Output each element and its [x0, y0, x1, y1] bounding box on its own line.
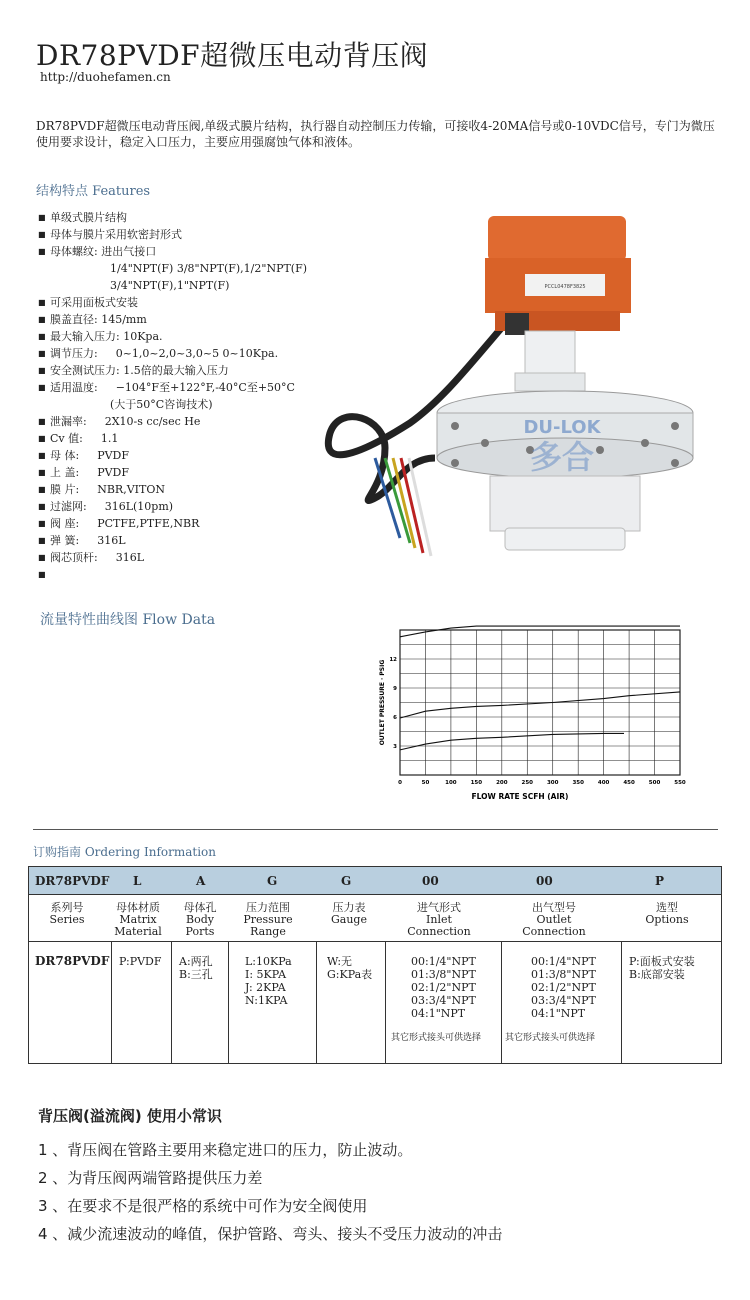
tips-section: [38, 1105, 502, 1248]
feature-item: ■ 阀芯顶杆: 316L: [38, 551, 145, 564]
x-tick-label: 400: [597, 780, 610, 786]
outlet-note: 其它形式接头可供选择: [505, 1033, 596, 1043]
code-ports: A: [196, 874, 206, 888]
list-value: A:两孔: [179, 955, 213, 968]
list-value: L:10KPa: [245, 955, 292, 968]
label-material: 母体材质 Matrix Material: [114, 901, 162, 938]
feature-item: (大于50°C咨询技术): [110, 398, 213, 411]
label-outlet: 出气型号 Outlet Connection: [522, 901, 586, 938]
code-pressure: G: [267, 874, 278, 888]
label-series: 系列号 Series: [49, 901, 85, 926]
list-value: B:底部安装: [629, 968, 685, 981]
features-list: [38, 209, 338, 583]
list-value: 03:3/4"NPT: [411, 994, 476, 1007]
feature-item: ■ 适用温度: −104°F至+122°F,-40°C至+50°C: [38, 381, 295, 394]
intro-paragraph: DR78PVDF超微压电动背压阀,单级式膜片结构，执行器自动控制压力传输，可接收4-20MA信号或0-10VDC信号，专门为微压使用要求设计，稳定入口压力，主要应用强腐蚀气体和液体。: [36, 119, 715, 149]
x-tick-label: 450: [623, 780, 635, 786]
ordering-heading: 订购指南 Ordering Information: [33, 845, 216, 859]
x-axis-label: FLOW RATE SCFH (AIR): [471, 792, 569, 800]
flow-heading: 流量特性曲线图 Flow Data: [40, 612, 216, 628]
code-inlet: 00: [422, 874, 439, 888]
list-value: 00:1/4"NPT: [531, 955, 596, 968]
tips-title: 背压阀(溢流阀) 使用小常识: [38, 1107, 222, 1125]
x-tick-label: 50: [421, 780, 430, 786]
x-tick-label: 0: [398, 780, 402, 786]
feature-item: ■ 阀 座: PCTFE,PTFE,NBR: [38, 517, 200, 530]
list-value: 00:1/4"NPT: [411, 955, 476, 968]
list-value: P:面板式安装: [629, 955, 695, 968]
list-value: 02:1/2"NPT: [411, 981, 476, 994]
list-value: 03:3/4"NPT: [531, 994, 596, 1007]
data-outlet: [531, 955, 596, 1020]
logo-chinese: 多合: [529, 438, 595, 476]
list-value: G:KPa表: [327, 968, 373, 981]
code-gauge: G: [341, 874, 352, 888]
list-value: W:无: [327, 955, 353, 968]
feature-item: ■ 弹 簧: 316L: [38, 534, 126, 547]
features-heading: 结构特点 Features: [36, 184, 151, 199]
feature-item: 1/4"NPT(F) 3/8"NPT(F),1/2"NPT(F): [110, 262, 308, 275]
table-divider: [29, 941, 721, 942]
y-tick-label: 3: [393, 744, 397, 750]
product-image: [315, 208, 720, 578]
data-inlet: [411, 955, 476, 1020]
ordering-table: [28, 866, 722, 1064]
ordering-code-row: [29, 867, 721, 895]
data-ports: [179, 955, 213, 981]
x-tick-label: 250: [521, 780, 534, 786]
code-options: P: [655, 874, 665, 888]
data-pressure: [245, 955, 292, 1007]
actuator-label: PCCL0478F3825: [544, 284, 586, 290]
inlet-note: 其它形式接头可供选择: [391, 1033, 482, 1043]
feature-item: ■ 最大输入压力: 10Kpa.: [38, 330, 163, 343]
x-tick-label: 150: [470, 780, 483, 786]
feature-item: 3/4"NPT(F),1"NPT(F): [110, 279, 230, 292]
data-options: [629, 955, 695, 981]
y-tick-label: 12: [389, 657, 397, 663]
tip-item: 4 、减少流速波动的峰值，保护管路、弯头、接头不受压力波动的冲击: [38, 1225, 503, 1243]
list-value: N:1KPA: [245, 994, 288, 1007]
list-value: 04:1"NPT: [531, 1007, 586, 1020]
feature-item: ■ 可采用面板式安装: [38, 296, 138, 309]
feature-item: ■ 泄漏率: 2X10-s cc/sec He: [38, 415, 201, 428]
list-value: B:三孔: [179, 968, 213, 981]
feature-item: ■ 单级式膜片结构: [38, 211, 127, 224]
website-url[interactable]: http://duohefamen.cn: [40, 70, 171, 84]
page-title: DR78PVDF超微压电动背压阀: [36, 39, 429, 72]
data-gauge: [327, 955, 372, 981]
list-value: 04:1"NPT: [411, 1007, 466, 1020]
y-tick-label: 9: [393, 686, 397, 692]
feature-item: ■ 膜盖直径: 145/mm: [38, 313, 147, 326]
x-tick-label: 550: [674, 780, 686, 786]
feature-item: ■ 安全测试压力: 1.5倍的最大输入压力: [38, 364, 229, 377]
data-series: DR78PVDF: [35, 954, 110, 968]
feature-item: ■ 上 盖: PVDF: [38, 466, 129, 479]
tip-item: 2 、为背压阀两端管路提供压力差: [38, 1169, 263, 1187]
label-pressure: 压力范围 Pressure Range: [243, 901, 293, 938]
label-options: 选型 Options: [645, 901, 689, 926]
code-outlet: 00: [536, 874, 553, 888]
divider: [33, 829, 718, 830]
label-gauge: 压力表 Gauge: [331, 901, 367, 926]
flow-chart: [360, 625, 700, 800]
feature-item: ■ 母 体: PVDF: [38, 449, 129, 462]
y-axis-label: OUTLET PRESSURE · PSIG: [379, 659, 386, 746]
list-value: 01:3/8"NPT: [411, 968, 476, 981]
label-inlet: 进气形式 Inlet Connection: [407, 901, 471, 938]
data-material: P:PVDF: [119, 955, 162, 968]
actuator-lid: [488, 216, 626, 261]
list-value: J: 2KPA: [245, 981, 286, 994]
feature-item: ■ Cv 值: 1.1: [38, 432, 119, 445]
list-value: 02:1/2"NPT: [531, 981, 596, 994]
feature-item: ■ 膜 片: NBR,VITON: [38, 483, 165, 496]
feature-item: ■ 母体与膜片采用软密封形式: [38, 228, 182, 241]
feature-item: ■ 调节压力: 0~1,0~2,0~3,0~5 0~10Kpa.: [38, 347, 279, 360]
logo-text: DU-LOK: [523, 417, 601, 438]
code-series: DR78PVDF: [35, 874, 110, 888]
list-value: I: 5KPA: [245, 968, 287, 981]
feature-item: ■: [38, 570, 46, 579]
y-tick-label: 6: [393, 715, 397, 721]
x-tick-label: 100: [445, 780, 457, 786]
tip-item: 3 、在要求不是很严格的系统中可作为安全阀使用: [38, 1197, 368, 1215]
x-tick-label: 350: [572, 780, 584, 786]
x-tick-label: 300: [546, 780, 559, 786]
x-tick-label: 200: [496, 780, 508, 786]
feature-item: ■ 过滤网: 316L(10pm): [38, 500, 174, 513]
x-tick-label: 500: [648, 780, 661, 786]
code-material: L: [133, 874, 142, 888]
tip-item: 1 、背压阀在管路主要用来稳定进口的压力，防止波动。: [38, 1141, 413, 1159]
feature-item: ■ 母体螺纹: 进出气接口: [38, 245, 157, 258]
label-ports: 母体孔 Body Ports: [183, 901, 217, 938]
list-value: 01:3/8"NPT: [531, 968, 596, 981]
